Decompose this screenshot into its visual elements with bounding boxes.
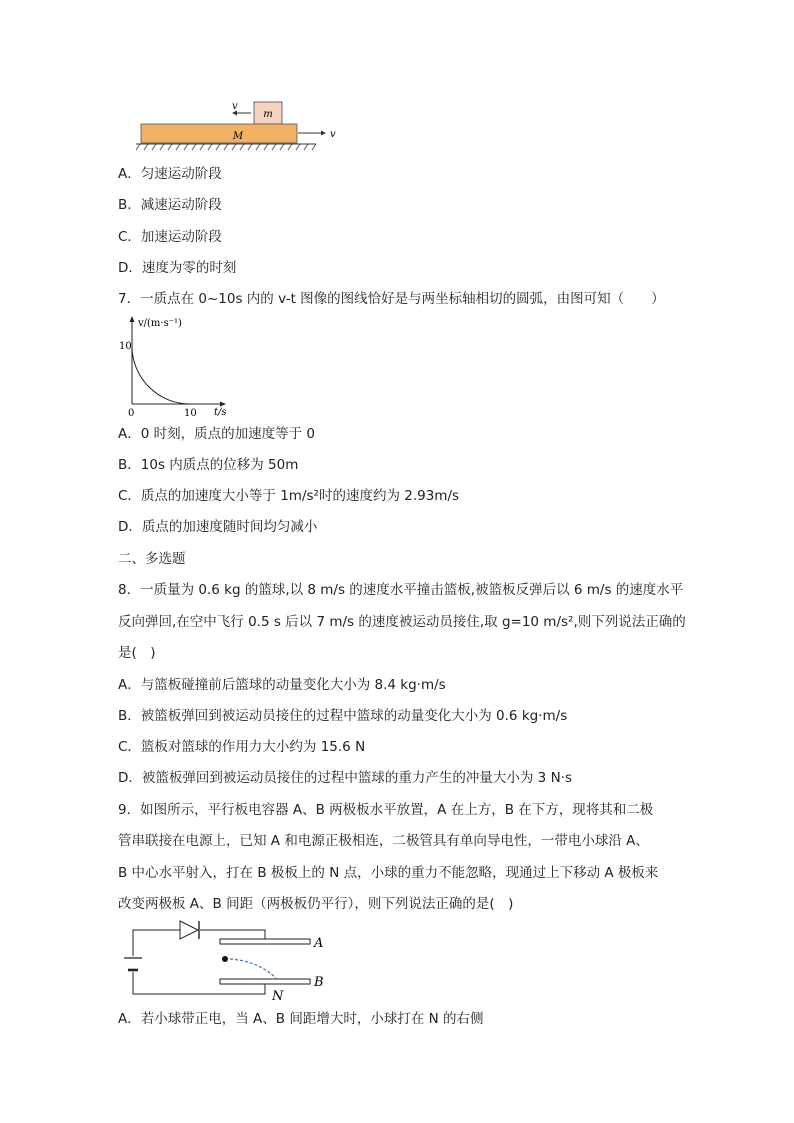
capacitor-circuit: [118, 918, 348, 1004]
ground-hatch: [136, 144, 316, 150]
q7-option-c: C．质点的加速度大小等于 1m/s²时的速度约为 2.93m/s: [118, 488, 460, 504]
right-velocity-label: v: [330, 129, 336, 140]
plate-a: [220, 939, 310, 944]
q7-option-d: D．质点的加速度随时间均匀减小: [118, 519, 318, 535]
charged-ball: [222, 956, 228, 962]
q8-option-d: D．被篮板弹回到被运动员接住的过程中篮球的重力产生的冲量大小为 3 N·s: [118, 770, 572, 786]
plate-b-label: B: [314, 975, 324, 990]
q8-stem-line-3: 是( ): [118, 645, 156, 661]
q9-option-a: A．若小球带正电，当 A、B 间距增大时，小球打在 N 的右侧: [118, 1011, 484, 1027]
large-board: [141, 124, 297, 143]
q9-stem-line-2: 管串联接在电源上，已知 A 和电源正极相连，二极管具有单向导电性，一带电小球沿 A、: [118, 833, 649, 849]
q8-option-a: A．与篮板碰撞前后篮球的动量变化大小为 8.4 kg·m/s: [118, 677, 446, 693]
q9-stem-line-3: B 中心水平射入，打在 B 极板上的 N 点，小球的重力不能忽略，现通过上下移动 A 极板来: [118, 865, 659, 881]
q6-option-c: C．加速运动阶段: [118, 229, 222, 245]
point-n-label: N: [272, 989, 284, 1004]
q6-option-d: D．速度为零的时刻: [118, 260, 237, 276]
battery-icon: [124, 958, 142, 970]
x-axis-arrow-icon: [220, 402, 226, 407]
block-board-figure: [120, 96, 360, 158]
y-axis-arrow-icon: [130, 316, 135, 322]
small-block-label: m: [263, 109, 273, 120]
x-tick-label: 10: [184, 408, 197, 419]
plate-a-label: A: [314, 936, 324, 951]
q7-option-a: A．0 时刻，质点的加速度等于 0: [118, 426, 315, 442]
q7-option-b: B．10s 内质点的位移为 50m: [118, 457, 299, 473]
origin-label: 0: [128, 408, 135, 419]
large-board-label: M: [232, 131, 244, 142]
q6-option-a: A．匀速运动阶段: [118, 166, 222, 182]
y-tick-label: 10: [119, 341, 132, 352]
q8-option-b: B．被篮板弹回到被运动员接住的过程中篮球的动量变化大小为 0.6 kg·m/s: [118, 708, 568, 724]
q8-stem-line-2: 反向弹回,在空中飞行 0.5 s 后以 7 m/s 的速度被运动员接住,取 g=10 m/s²,则下列说法正确的: [118, 614, 686, 630]
arc-curve: [132, 346, 190, 404]
y-axis-label: v/(m·s⁻¹): [138, 318, 182, 329]
q6-option-b: B．减速运动阶段: [118, 197, 222, 213]
x-axis-label: t/s: [214, 407, 227, 418]
ball-trajectory: [230, 959, 276, 978]
q7-stem: 7．一质点在 0~10s 内的 v-t 图像的图线恰好是与两坐标轴相切的圆弧，由图可知（ ）: [118, 291, 665, 307]
vt-graph: [118, 312, 238, 420]
q9-stem-line-4: 改变两极板 A、B 间距（两极板仍平行），则下列说法正确的是( ): [118, 896, 514, 912]
plate-b: [220, 979, 310, 984]
q8-stem-line-1: 8．一质量为 0.6 kg 的篮球,以 8 m/s 的速度水平撞击篮板,被篮板反弹后以 6 m/s 的速度水平: [118, 582, 684, 598]
diode-icon: [180, 921, 199, 939]
left-velocity-label: v: [232, 101, 238, 112]
q9-stem-line-1: 9．如图所示，平行板电容器 A、B 两极板水平放置，A 在上方，B 在下方，现将其和二极: [118, 802, 654, 818]
q8-option-c: C．篮板对篮球的作用力大小约为 15.6 N: [118, 739, 366, 755]
right-arrow-icon: [321, 131, 326, 136]
section-title: 二、多选题: [118, 551, 186, 567]
